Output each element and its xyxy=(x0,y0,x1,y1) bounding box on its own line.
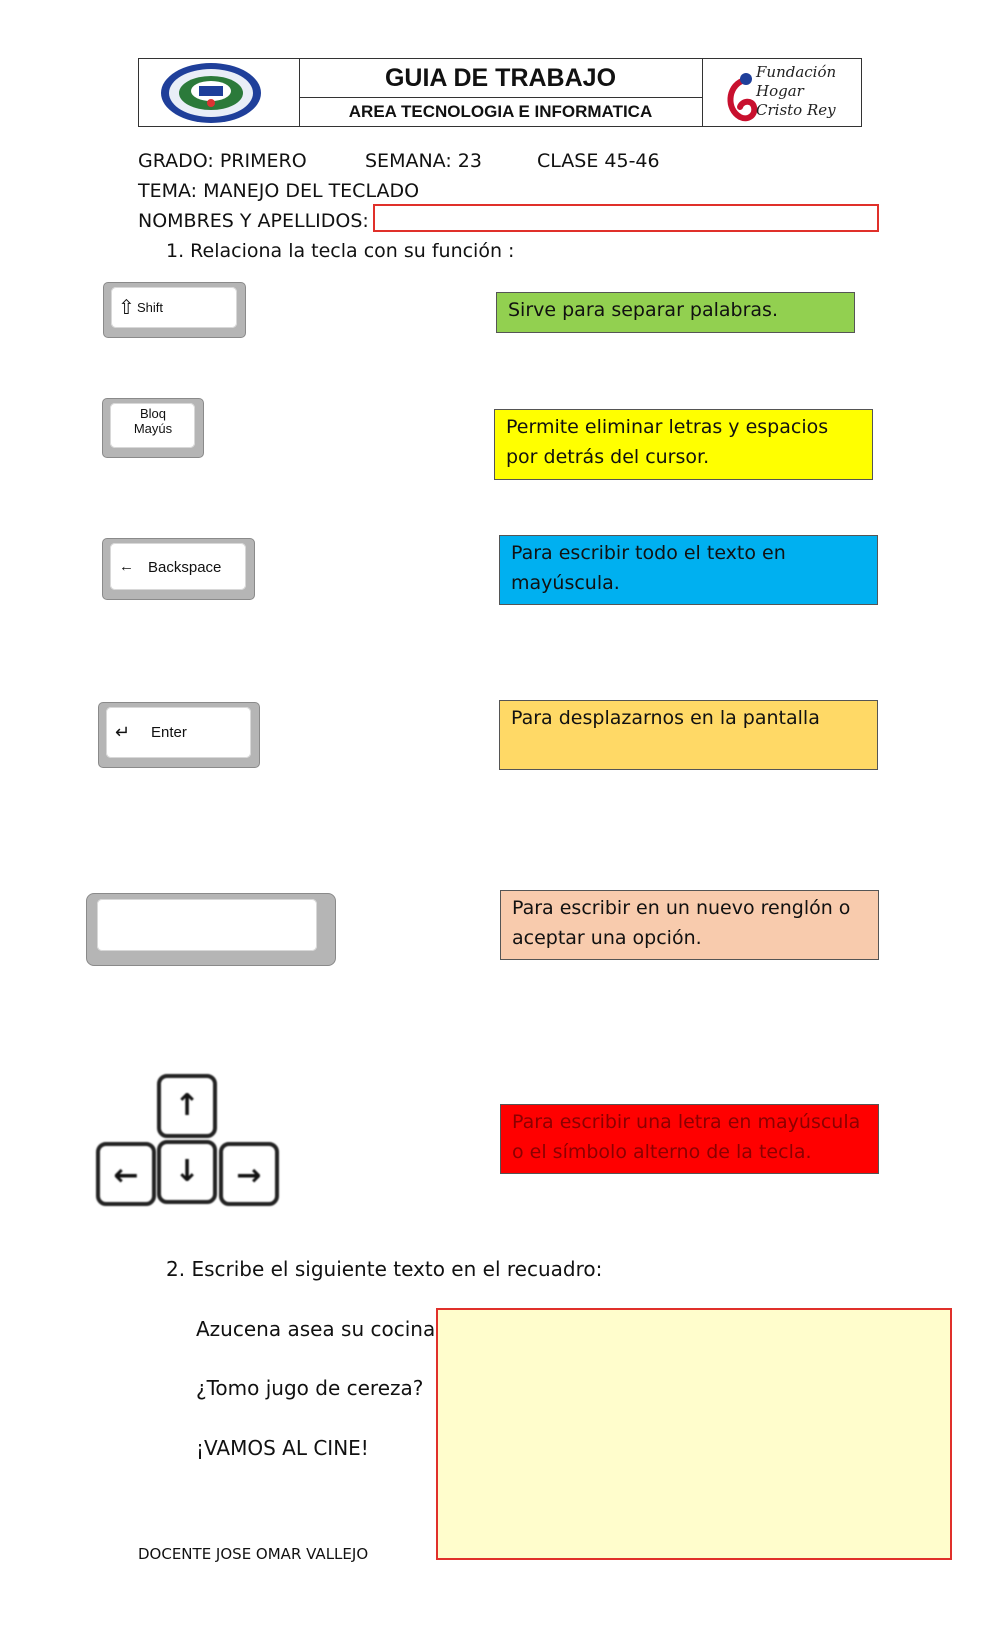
question-2: 2. Escribe el siguiente texto en el recuadro: xyxy=(166,1257,603,1281)
option-4-text: Para desplazarnos en la pantalla xyxy=(511,707,820,729)
option-5-text: Para escribir en un nuevo renglón o aceptar una opción. xyxy=(512,897,851,949)
arrow-left-key[interactable] xyxy=(96,1142,156,1206)
right-arrow-icon: → xyxy=(236,1158,262,1193)
grado-text: GRADO: PRIMERO xyxy=(138,150,307,172)
shift-label: Shift xyxy=(137,300,164,315)
up-arrow-outline-icon: ⇧ xyxy=(118,297,135,319)
name-input-box[interactable] xyxy=(373,204,879,232)
arrow-right-key[interactable] xyxy=(219,1142,279,1206)
mayus-label: Mayús xyxy=(133,421,173,436)
left-arrow-icon: ← xyxy=(119,558,134,575)
question-1: 1. Relaciona la tecla con su función : xyxy=(166,240,515,262)
bloq-mayus-key[interactable] xyxy=(102,398,204,458)
option-bloq-mayus[interactable] xyxy=(499,535,878,605)
foundation-name xyxy=(756,63,836,120)
down-arrow-icon: ↓ xyxy=(174,1154,200,1189)
arrow-up-key[interactable] xyxy=(157,1074,217,1138)
semana-text: SEMANA: 23 xyxy=(365,150,482,172)
option-arrows[interactable] xyxy=(499,700,878,770)
option-space[interactable] xyxy=(496,292,855,333)
sample-line-3: ¡VAMOS AL CINE! xyxy=(196,1436,369,1460)
left-arrow-icon: ← xyxy=(113,1158,139,1193)
up-arrow-icon: ↑ xyxy=(174,1088,200,1123)
option-shift[interactable] xyxy=(500,1104,879,1174)
return-arrow-icon: ↵ xyxy=(115,722,131,742)
tema-text: TEMA: MANEJO DEL TECLADO xyxy=(138,180,420,202)
sample-line-2: ¿Tomo jugo de cereza? xyxy=(196,1376,424,1400)
option-backspace[interactable] xyxy=(494,409,873,480)
document-subtitle: AREA TECNOLOGIA E INFORMATICA xyxy=(348,102,653,121)
bloq-mayus-label xyxy=(103,406,203,436)
foundation-line-2: Hogar xyxy=(756,82,804,100)
school-seal-logo xyxy=(139,59,299,127)
enter-label: Enter xyxy=(151,724,187,741)
foundation-line-3: Cristo Rey xyxy=(756,101,836,119)
sample-line-1: Azucena asea su cocina xyxy=(196,1317,436,1341)
option-6-text: Para escribir una letra en mayúscula o el símbolo alterno de la tecla. xyxy=(512,1111,861,1163)
option-2-text: Permite eliminar letras y espacios por detrás del cursor. xyxy=(506,416,829,468)
document-title: GUIA DE TRABAJO xyxy=(299,59,702,98)
shift-key[interactable] xyxy=(103,282,246,338)
clase-text: CLASE 45-46 xyxy=(537,150,660,172)
foundation-logo-cell xyxy=(702,59,862,126)
bloq-label: Bloq xyxy=(139,406,167,421)
backspace-key[interactable] xyxy=(102,538,255,600)
backspace-label: Backspace xyxy=(148,559,222,576)
option-enter[interactable] xyxy=(500,890,879,960)
header-title-cell xyxy=(299,59,703,126)
foundation-line-1: Fundación xyxy=(756,63,837,81)
option-1-text: Sirve para separar palabras. xyxy=(508,299,778,321)
header-table xyxy=(138,58,862,127)
nombres-label: NOMBRES Y APELLIDOS: xyxy=(138,210,369,232)
arrow-down-key[interactable] xyxy=(157,1140,217,1204)
school-logo-cell xyxy=(139,59,300,126)
typing-answer-box[interactable] xyxy=(436,1308,952,1560)
teacher-footer: DOCENTE JOSE OMAR VALLEJO xyxy=(138,1545,369,1563)
space-bar-key[interactable] xyxy=(86,893,336,966)
option-3-text: Para escribir todo el texto en mayúscula. xyxy=(511,542,786,594)
enter-key[interactable] xyxy=(98,702,260,768)
